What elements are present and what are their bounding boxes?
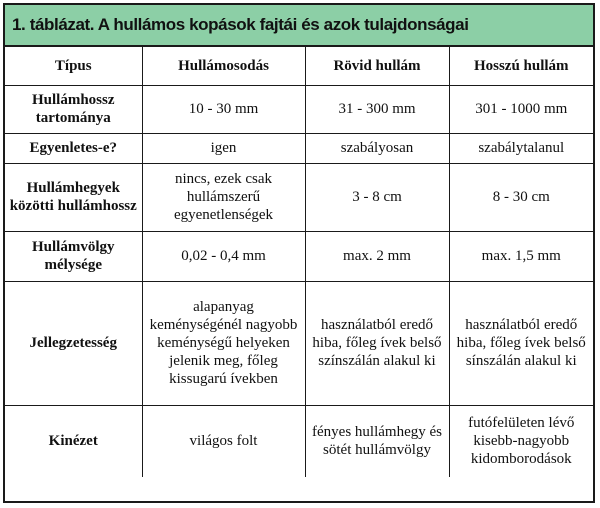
row-label: Kinézet [5, 405, 142, 477]
header-col1: Hullámosodás [142, 47, 305, 85]
table-cell: 301 - 1000 mm [449, 85, 593, 133]
row-label: Jellegzetesség [5, 281, 142, 405]
header-col3: Hosszú hullám [449, 47, 593, 85]
table-title: 1. táblázat. A hullámos kopások fajtái és azok tulajdonságai [5, 5, 593, 47]
table-cell: igen [142, 133, 305, 163]
table-cell: használatból eredő hiba, főleg ívek belső színszálán alakul ki [305, 281, 449, 405]
table-cell: max. 1,5 mm [449, 231, 593, 281]
header-row [5, 47, 593, 85]
table-row [5, 85, 593, 133]
table-row [5, 281, 593, 405]
table-cell: max. 2 mm [305, 231, 449, 281]
table-frame [3, 3, 595, 503]
table-row [5, 133, 593, 163]
header-type: Típus [5, 47, 142, 85]
table-cell: 10 - 30 mm [142, 85, 305, 133]
table-cell: alapanyag keménységénél nagyobb keménységű helyeken jelenik meg, főleg kissugarú ívekben [142, 281, 305, 405]
table-cell: szabálytalanul [449, 133, 593, 163]
table-cell: használatból eredő hiba, főleg ívek belső sínszálán alakul ki [449, 281, 593, 405]
table-cell: nincs, ezek csak hullámszerű egyenetlenségek [142, 163, 305, 231]
table-row [5, 163, 593, 231]
table-cell: 0,02 - 0,4 mm [142, 231, 305, 281]
row-label: Hullámvölgy mélysége [5, 231, 142, 281]
table-cell: 3 - 8 cm [305, 163, 449, 231]
table-cell: 31 - 300 mm [305, 85, 449, 133]
table-cell: fényes hullámhegy és sötét hullámvölgy [305, 405, 449, 477]
row-label: Egyenletes-e? [5, 133, 142, 163]
table-row [5, 405, 593, 477]
table-cell: világos folt [142, 405, 305, 477]
header-col2: Rövid hullám [305, 47, 449, 85]
row-label: Hullámhossz tartománya [5, 85, 142, 133]
wear-types-table [5, 47, 593, 477]
table-cell: futófelületen lévő kisebb-nagyobb kidomborodások [449, 405, 593, 477]
table-cell: szabályosan [305, 133, 449, 163]
row-label: Hullámhegyek közötti hullámhossz [5, 163, 142, 231]
table-cell: 8 - 30 cm [449, 163, 593, 231]
table-row [5, 231, 593, 281]
